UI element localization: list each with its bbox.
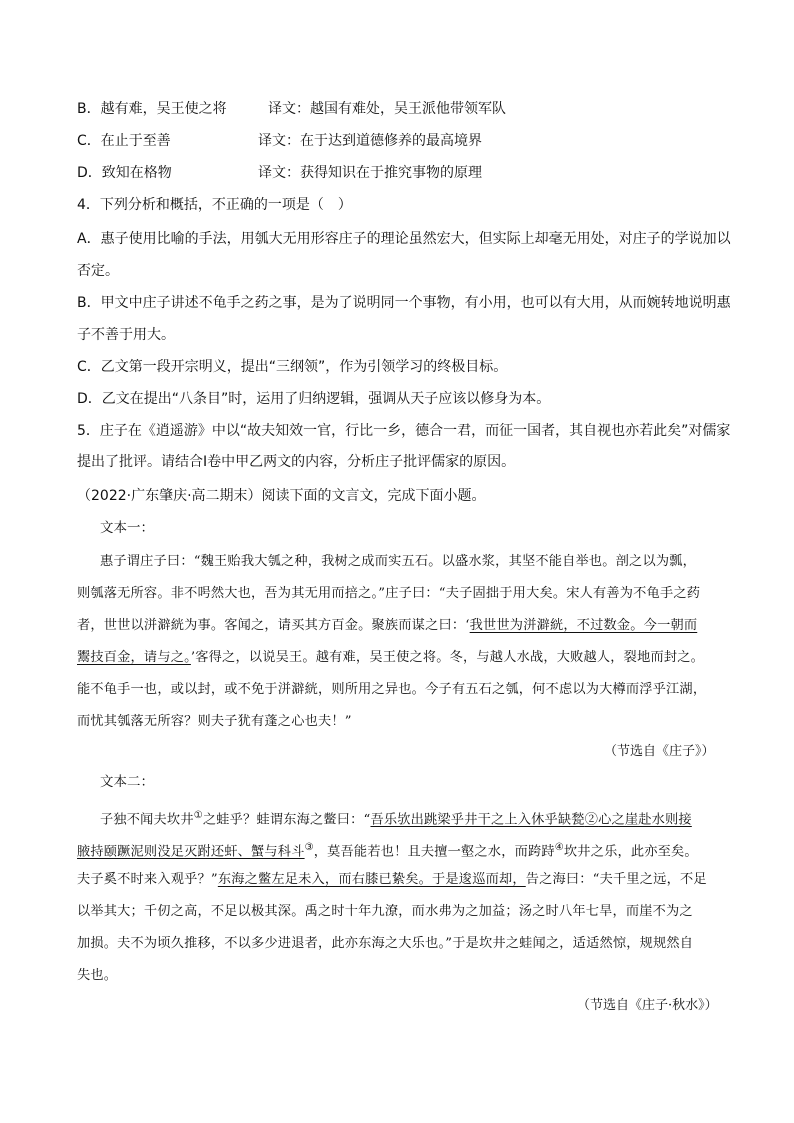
text-two-source: （节选自《庄子·秋水》） xyxy=(577,998,718,1013)
option-d-term: D．致知在格物 xyxy=(77,165,172,181)
question-5-line1: 5．庄子在《逍遥游》中以“故夫知效一官，行比一乡，德合一君，而征一国者，其自视也亦若此矣”对儒家 xyxy=(77,423,731,439)
text-two-line-1-start: 子独不闻夫坎井 xyxy=(100,812,194,828)
q4-option-c: C．乙文第一段开宗明义，提出“三纲领”，作为引领学习的终极目标。 xyxy=(77,359,508,375)
footnote-marker-3: ③ xyxy=(304,842,314,853)
q4-option-b-line1: B．甲文中庄子讲述不龟手之药之事，是为了说明同一个事物，有小用，也可以有大用，从而婉转地说明惠 xyxy=(77,295,731,311)
underlined-sentence-part-2: 鬻技百金，请与之。 xyxy=(77,650,191,665)
option-c-term: C．在止于至善 xyxy=(77,133,171,149)
text-two-line-1 xyxy=(100,807,692,829)
text-one-line-6: 而忧其瓠落无所容？则夫子犹有蓬之心也夫！” xyxy=(77,714,352,729)
option-b-translation: 译文：越国有难处，吴王派他带领军队 xyxy=(268,101,506,117)
text-one-line-4-plain: ’客得之，以说吴王。越有难，吴王使之将。冬，与越人水战，大败越人，裂地而封之。 xyxy=(190,650,705,665)
q4-option-d: D．乙文在提出“八条目”时，运用了归纳逻辑，强调从天子应该以修身为本。 xyxy=(77,391,551,407)
underlined-sentence-b-part-2: 心之崖赴水则接 xyxy=(598,812,692,828)
text-one-line-5: 能不龟手一也，或以封，或不免于洴澼絖，则所用之异也。今子有五石之瓠，何不虑以为大樽而浮乎江湖， xyxy=(77,682,707,697)
underlined-sentence-b-part-3: 腋持颐蹶泥则没足灭跗还虷、蟹与科斗 xyxy=(77,844,305,860)
text-two-label: 文本二： xyxy=(100,774,154,790)
text-one-source: （节选自《庄子》） xyxy=(604,744,715,759)
q4-option-a-line1: A．惠子使用比喻的手法，用瓠大无用形容庄子的理论虽然宏大，但实际上却毫无用处，对庄子的学说加以 xyxy=(77,231,731,247)
option-d-translation: 译文：获得知识在于推究事物的原理 xyxy=(258,165,482,181)
question-4-stem: 4．下列分析和概括，不正确的一项是（ ） xyxy=(77,197,352,213)
passage-intro: （2022·广东肇庆·高二期末）阅读下面的文言文，完成下面小题。 xyxy=(77,488,486,504)
footnote-marker-1: ① xyxy=(193,810,203,821)
text-one-line-1: 惠子谓庄子曰：“魏王贻我大瓠之种，我树之成而实五石。以盛水浆，其坚不能自举也。剖之以为瓢， xyxy=(100,554,696,569)
underlined-sentence-b-part-1: 吾乐欤出跳梁乎井干之上入休乎缺甃 xyxy=(370,812,585,828)
footnote-marker-4: ④ xyxy=(554,842,564,853)
underlined-sentence-c: 东海之鳖左足未入，而右膝已絷矣。于是逡巡而却， xyxy=(217,872,526,887)
text-two-line-6: 失也。 xyxy=(77,968,118,983)
question-5-line2: 提出了批评。请结合Ⅰ卷中甲乙两文的内容，分析庄子批评儒家的原因。 xyxy=(77,454,516,470)
underlined-sentence-part-1: 我世世为洴澼絖，不过数金。今一朝而 xyxy=(469,618,698,633)
text-two-line-2 xyxy=(77,839,698,861)
text-one-line-4 xyxy=(77,649,704,667)
footnote-marker-2: ② xyxy=(584,812,599,828)
text-two-line-2-mid: ，莫吾能若也！且夫擅一壑之水，而跨跱 xyxy=(313,844,555,860)
text-two-line-1-mid: 之蛙乎？蛙谓东海之鳖曰：“ xyxy=(202,812,371,828)
text-one-line-2: 则瓠落无所容。非不呺然大也，吾为其无用而掊之。”庄子曰：“夫子固拙于用大矣。宋人有善为不龟手之药 xyxy=(77,586,701,601)
q4-option-a-line2: 否定。 xyxy=(77,263,119,279)
option-b xyxy=(77,100,227,118)
text-two-line-5: 加损。夫不为顷久推移，不以多少进退者，此亦东海之大乐也。”于是坎井之蛙闻之，适适然惊，规规然自 xyxy=(77,936,694,951)
text-one-line-3-plain: 者，世世以洴澼絖为事。客闻之，请买其方百金。聚族而谋之曰：‘ xyxy=(77,618,470,633)
option-c-translation: 译文：在于达到道德修养的最高境界 xyxy=(258,133,482,149)
text-two-line-3-start: 夫子奚不时来入观乎？” xyxy=(77,872,218,887)
text-two-line-3-end: 告之海曰：“夫千里之远，不足 xyxy=(525,872,707,887)
q4-option-b-line2: 子不善于用大。 xyxy=(77,327,175,343)
text-one-label: 文本一： xyxy=(100,520,154,536)
option-b-term: B．越有难，吴王使之将 xyxy=(77,101,227,117)
text-two-line-2-end: 坎井之乐，此亦至矣。 xyxy=(563,844,698,860)
text-two-line-4: 以举其大；千仞之高，不足以极其深。禹之时十年九潦，而水弗为之加益；汤之时八年七旱，而崖不为之 xyxy=(77,904,693,919)
text-two-line-3 xyxy=(77,871,707,889)
text-one-line-3 xyxy=(77,617,697,635)
